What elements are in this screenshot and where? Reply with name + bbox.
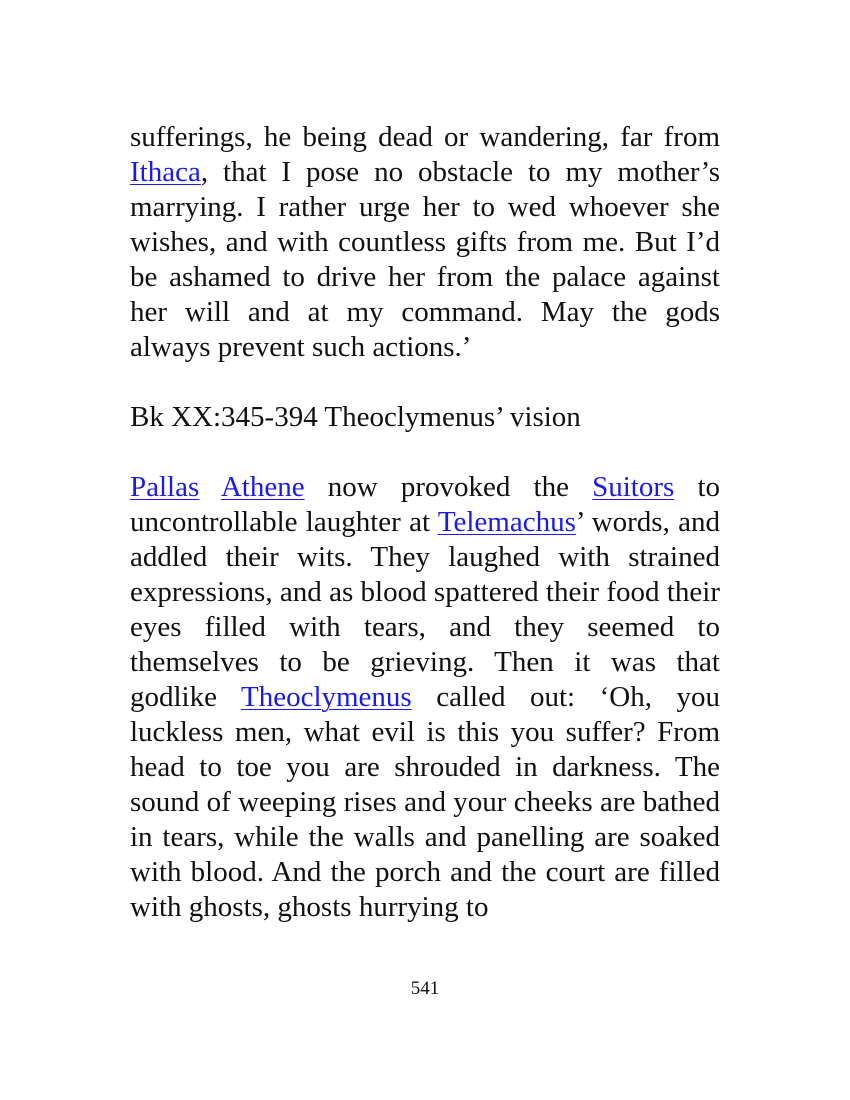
section-heading: Bk XX:345-394 Theoclymenus’ vision xyxy=(130,401,581,433)
page-number: 541 xyxy=(410,978,440,999)
link-suitors[interactable]: Suitors xyxy=(592,471,675,503)
text-run: to uncontrollable laughter at xyxy=(130,471,721,538)
link-telemachus[interactable]: Telemachus xyxy=(437,506,576,538)
text-run: called out: ‘Oh, you luckless men, what evil is this you suffer? From head to toe you are shrouded in darkness. The sound of weeping rises and your cheeks are bathed in tears, while the walls and panelling are soaked with blood. And the porch and the court are filled with ghosts, ghosts hurrying to xyxy=(130,681,720,923)
text-run: now provoked the xyxy=(304,471,593,503)
link-theoclymenus[interactable]: Theoclymenus xyxy=(240,681,412,713)
link-pallas[interactable]: Pallas xyxy=(130,471,200,503)
link-athene[interactable]: Athene xyxy=(220,471,305,503)
text-run: sufferings, he being dead or wandering, far from xyxy=(130,121,720,153)
page-body xyxy=(130,120,720,960)
link-ithaca[interactable]: Ithaca xyxy=(130,156,201,188)
text-run: ’ words, and addled their wits. They laughed with strained expressions, and as blood spattered their food their eyes filled with tears, and they seemed to themselves to be grieving. Then it was that godlike xyxy=(130,506,720,713)
paragraph-2 xyxy=(130,470,720,925)
paragraph-1 xyxy=(130,120,720,365)
text-run xyxy=(199,471,221,503)
text-run: , that I pose no obstacle to my mother’s marrying. I rather urge her to wed whoever she wishes, and with countless gifts from me. But I’d be ashamed to drive her from the palace against her will and at my command. May the gods always prevent such actions.’ xyxy=(130,156,720,363)
